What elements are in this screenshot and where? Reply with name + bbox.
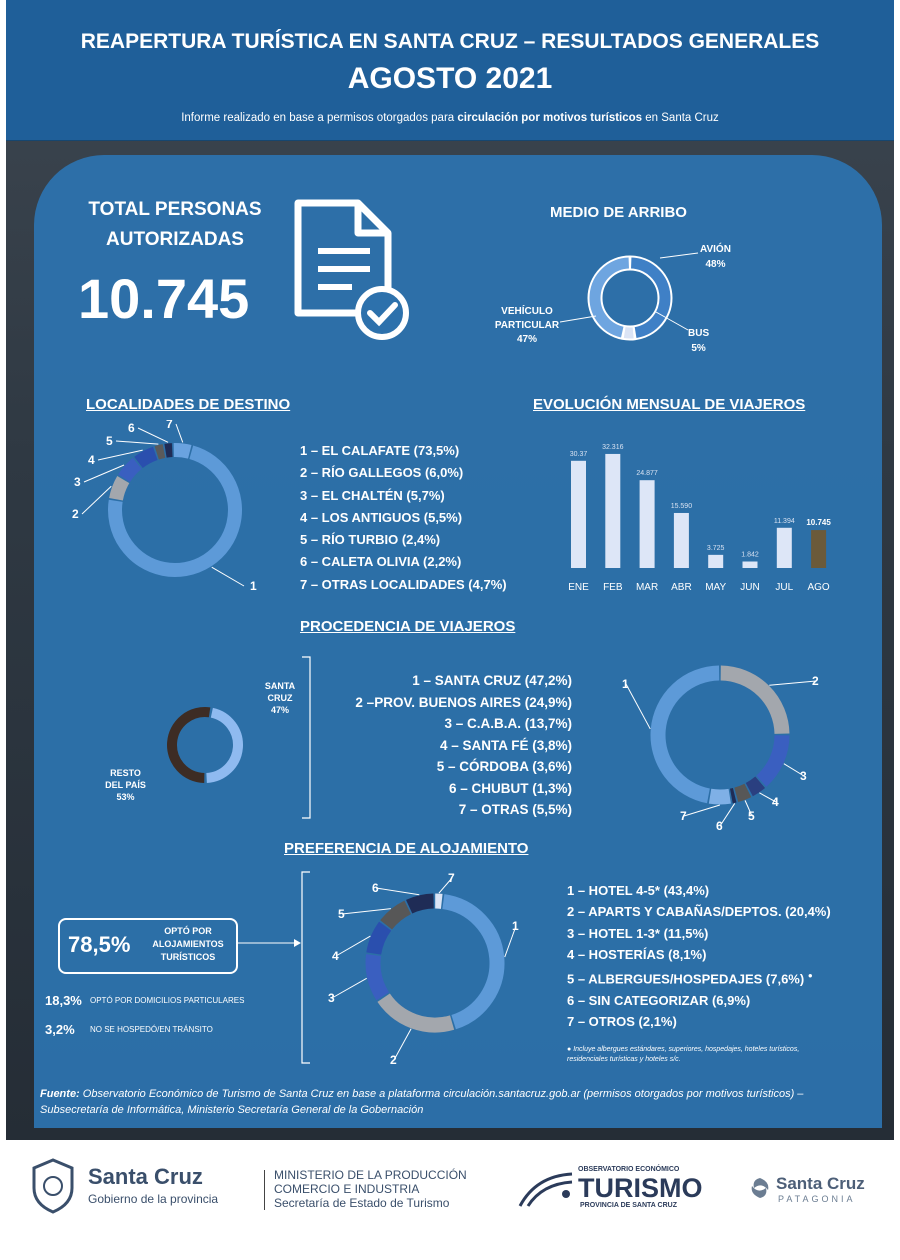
bar-category-label: FEB [603,582,623,593]
localidades-slice-number: 5 [106,434,113,448]
proc-santa-cruz-line2: CRUZ [267,693,293,703]
procedencia-item: 2 –PROV. BUENOS AIRES (24,9%) [355,694,572,710]
alojamiento-box-value: 78,5% [68,932,131,957]
proc-santa-cruz-slice [207,713,238,778]
alojamiento-slice-number: 1 [512,919,519,933]
localidades-slice-number: 1 [250,579,257,593]
localidades-list [300,440,507,596]
bar-may [708,555,723,568]
particulares-label: OPTÓ POR DOMICILIOS PARTICULARES [90,996,245,1005]
localidades-slice-number: 3 [74,475,81,489]
alojamiento-slice-number: 6 [372,881,379,895]
report-subtitle: AGOSTO 2021 [347,62,553,95]
bar-value-label: 1.842 [741,551,759,559]
proc-santa-cruz-pct: 47% [270,705,289,715]
sc-sub: Gobierno de la provincia [88,1192,219,1206]
arribo-title: MEDIO DE ARRIBO [550,204,687,221]
box-line1: OPTÓ POR [164,926,212,936]
note-bold: circulación por motivos turísticos [457,112,643,124]
proc-resto-line2: DEL PAÍS [105,780,146,790]
footnote-text: Incluye albergues estándares, superiores, hospedajes, hoteles turísticos, residenciales turísticas y hoteles s/c. [567,1046,800,1063]
procedencia-small-donut [150,690,260,800]
alojamiento-slice-number: 4 [332,949,339,963]
procedencia-bracket [300,655,314,820]
procedencia-slice-7 [710,796,730,797]
obs-line2: PROVINCIA DE SANTA CRUZ [580,1202,677,1209]
alojamiento-slice-6 [409,901,433,907]
arribo-vehiculo-line1: VEHÍCULO [501,306,553,317]
localidades-item: 6 – CALETA OLIVIA (2,2%) [300,554,462,570]
arribo-bus-label: BUS [688,328,710,339]
alojamiento-slice-1 [443,902,497,1023]
procedencia-item: 4 – SANTA FÉ (3,8%) [439,737,572,753]
obs-line1: OBSERVATORIO ECONÓMICO [578,1166,680,1173]
fuente-text: Observatorio Económico de Turismo de Santa Cruz en base a plataforma circulación.santacruz.gob.ar (permisos otorgados por motivos turísticos) – Subsecretaría de Informática, Ministerio Secretaría General de la Gobernación [40,1088,804,1116]
arribo-avion-label: AVIÓN [700,244,731,255]
procedencia-item: 6 – CHUBUT (1,3%) [448,780,572,796]
alojamiento-leader-line [342,909,391,914]
localidades-slice-5 [157,451,164,453]
fuente [40,1086,860,1118]
procedencia-slice-number: 4 [772,795,779,809]
localidades-leader-line [116,441,158,444]
alojamiento-slice-4 [374,926,385,953]
localidades-leader-line [82,486,111,514]
arribo-vehiculo [482,305,572,347]
alojamiento-leader-line [376,888,419,895]
total-label-line2: AUTORIZADAS [106,229,244,250]
alojamiento-item: 4 – HOSTERÍAS (8,1%) [567,946,707,962]
footer [6,1140,894,1260]
procedencia-slice-4 [749,782,760,789]
procedencia-slice-number: 5 [748,809,755,823]
pat-sub: PATAGONIA [778,1194,856,1204]
proc-resto-label [98,767,153,803]
alojamiento-slice-number: 5 [338,907,345,921]
bar-value-label: 10.745 [806,518,831,528]
total-value: 10.745 [78,267,250,330]
proc-resto-slice [172,712,210,778]
procedencia-list [322,670,572,821]
localidades-slice-3 [124,463,137,478]
procedencia-leader-line [769,681,816,685]
ministerio-block [274,1168,467,1210]
alojamiento-slice-5 [386,907,408,924]
alojamiento-slice-2 [384,998,452,1025]
procedencia-slice-3 [761,735,782,781]
bar-category-label: JUN [740,582,760,593]
alojamiento-slice-number: 3 [328,991,335,1005]
alojamiento-slice-number: 2 [390,1053,397,1067]
alojamiento-item: 2 – APARTS Y CABAÑAS/DEPTOS. (20,4%) [567,904,831,920]
localidades-slice-6 [166,450,173,451]
bar-value-label: 24.877 [636,470,658,478]
bullet-icon: ● [807,971,813,981]
localidades-slice-2 [116,480,123,500]
alojamiento-list [567,880,831,1032]
box-line3: TURÍSTICOS [160,952,216,962]
alojamiento-bracket [298,870,312,1065]
localidades-title: LOCALIDADES DE DESTINO [86,396,291,413]
localidades-slice-number: 7 [166,420,173,431]
procedencia-slice-6 [731,795,734,796]
alojamiento-item: 3 – HOTEL 1-3* (11,5%) [567,925,709,941]
procedencia-slice-2 [721,673,782,734]
procedencia-item: 1 – SANTA CRUZ (47,2%) [412,673,572,688]
localidades-slice-4 [138,453,155,462]
alojamiento-slice-3 [373,955,383,996]
bar-category-label: ABR [671,582,692,593]
bar-category-label: MAY [705,582,727,593]
bar-ago [811,530,826,568]
total-label [60,195,290,255]
sc-title: Santa Cruz [88,1164,203,1189]
procedencia-leader-line [626,684,650,729]
alojamiento-leader-line [332,978,367,998]
arribo-vehiculo-pct: 47% [516,334,537,345]
localidades-slice-number: 6 [128,421,135,435]
alojamiento-item-text: 5 – ALBERGUES/HOSPEDAJES (7,6%) [567,971,805,987]
procedencia-item: 5 – CÓRDOBA (3,6%) [436,759,572,774]
alojamiento-arrow [236,936,302,950]
document-check-icon [290,195,420,345]
localidades-leader-line [138,428,168,442]
bullet-icon: ● [567,1046,572,1053]
localidades-item: 3 – EL CHALTÉN (5,7%) [300,487,445,503]
bar-ene [571,461,586,568]
header-banner [6,0,894,141]
bar-value-label: 15.590 [670,502,693,510]
obs-title: TURISMO [578,1173,703,1203]
arribo-avion [700,242,731,272]
bar-feb [605,454,620,568]
total-label-line1: TOTAL PERSONAS [88,199,262,220]
bar-value-label: 11.394 [773,517,795,525]
bar-value-label: 30.37 [569,450,588,458]
alojamiento-item [567,965,831,990]
procedencia-title: PROCEDENCIA DE VIAJEROS [300,618,516,635]
observatorio-logo-icon [516,1170,576,1210]
santa-cruz-shield-icon [30,1158,76,1214]
arribo-leader-lines [560,250,700,340]
fuente-label: Fuente: [40,1088,80,1100]
procedencia-slice-number: 7 [680,809,687,823]
localidades-item: 5 – RÍO TURBIO (2,4%) [300,532,441,548]
bar-jun [743,561,758,568]
evolucion-title: EVOLUCIÓN MENSUAL DE VIAJEROS [533,396,806,413]
procedencia-item: 3 – C.A.B.A. (13,7%) [444,716,572,731]
localidades-item: 7 – OTRAS LOCALIDADES (4,7%) [300,576,507,592]
localidades-item: 1 – EL CALAFATE (73,5%) [300,443,460,458]
bar-category-label: ENE [568,582,589,593]
localidades-donut [60,420,290,600]
procedencia-slice-5 [736,790,748,794]
alojamiento-item: 7 – OTROS (2,1%) [567,1014,677,1030]
arribo-avion-pct: 48% [705,259,726,270]
evolucion-bar-chart [555,420,845,600]
note-prefix: Informe realizado en base a permisos otorgados para [181,112,455,124]
procedencia-slice-number: 1 [622,677,629,691]
note-suffix: en Santa Cruz [645,112,719,124]
transito-label: NO SE HOSPEDÓ/EN TRÁNSITO [90,1025,213,1034]
min-line2: COMERCIO E INDUSTRIA [274,1182,420,1196]
localidades-slice-number: 2 [72,507,79,521]
alojamiento-title: PREFERENCIA DE ALOJAMIENTO [284,840,529,857]
alojamiento-slice-number: 7 [448,871,455,885]
bar-category-label: JUL [775,582,794,593]
localidades-slice-number: 4 [88,453,95,467]
procedencia-slice-number: 3 [800,769,807,783]
proc-santa-cruz-label [255,680,305,716]
localidades-leader-line [176,424,183,442]
localidades-item: 2 – RÍO GALLEGOS (6,0%) [300,465,464,481]
bar-value-label: 32.316 [602,443,624,451]
min-line3: Secretaría de Estado de Turismo [274,1196,450,1210]
alojamiento-item: 6 – SIN CATEGORIZAR (6,9%) [567,992,751,1008]
report-note [6,112,894,124]
pat-title: Santa Cruz [776,1174,865,1193]
bar-category-label: MAR [635,582,659,593]
procedencia-item: 7 – OTRAS (5,5%) [458,802,572,817]
footer-divider [264,1170,265,1210]
proc-santa-cruz-line1: SANTA [264,681,296,691]
procedencia-slice-number: 2 [812,674,819,688]
proc-resto-line1: RESTO [110,768,141,778]
localidades-item: 4 – LOS ANTIGUOS (5,5%) [300,509,463,525]
alojamiento-box [58,918,238,974]
proc-resto-pct: 53% [116,792,135,802]
bar-jul [777,528,792,568]
procedencia-donut [600,640,840,840]
patagonia-logo-icon [748,1176,772,1200]
bar-category-label: AGO [807,582,830,593]
alojamiento-donut [320,868,560,1068]
particulares-value: 18,3% [45,993,82,1008]
bar-mar [640,480,655,568]
alojamiento-box-label [146,925,230,964]
procedencia-leader-line [684,805,720,816]
procedencia-slice-number: 6 [716,819,723,833]
min-line1: MINISTERIO DE LA PRODUCCIÓN [274,1168,467,1182]
alojamiento-leader-line [336,936,370,956]
localidades-slice-7 [174,450,190,452]
bar-abr [674,513,689,568]
alojamiento-footnote [567,1045,842,1065]
localidades-leader-line [212,567,244,586]
arribo-vehiculo-line2: PARTICULAR [494,320,560,331]
bar-value-label: 3.725 [706,544,725,552]
procedencia-slice-1 [658,673,719,796]
report-title: REAPERTURA TURÍSTICA EN SANTA CRUZ – RESULTADOS GENERALES [80,30,820,53]
alojamiento-item: 1 – HOTEL 4-5* (43,4%) [567,883,710,898]
transito-value: 3,2% [45,1022,75,1037]
box-line2: ALOJAMIENTOS [152,939,224,949]
arribo-bus-pct: 5% [691,343,706,354]
